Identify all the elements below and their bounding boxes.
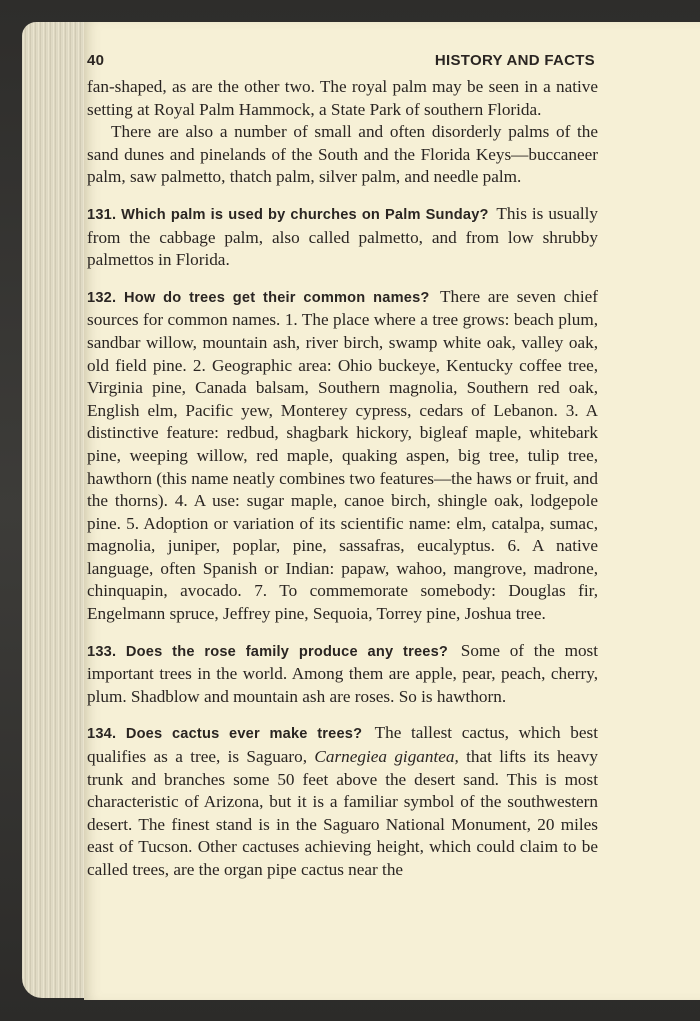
answer-134-start: The tallest cactus, which best qualifies as a tree, is Saguaro, bbox=[87, 723, 598, 767]
page-number: 40 bbox=[87, 52, 105, 69]
running-title: HISTORY AND FACTS bbox=[434, 52, 595, 69]
question-131: 131. Which palm is used by churches on Palm Sunday? bbox=[87, 206, 489, 223]
answer-131: This is usually from the cabbage palm, also called palmetto, and from low shrubby palmettos in Florida. bbox=[87, 203, 598, 270]
entry-131 bbox=[87, 203, 598, 272]
answer-134-end: that lifts its heavy trunk and branches some 50 feet above the desert sand. This is most characteristic of Arizona, but it is a familiar symbol of the southwestern desert. The finest stand is in the Saguaro National Monument, 20 miles east of Tucson. Other cactuses achieving height, which could claim to be called trees, are the organ pipe cactus near the bbox=[87, 747, 598, 879]
question-133: 133. Does the rose family produce any trees? bbox=[87, 643, 449, 660]
entry-134 bbox=[87, 722, 598, 881]
answer-133: Some of the most important trees in the world. Among them are apple, pear, peach, cherry, plum. Shadblow and mountain ash are roses. So is hawthorn. bbox=[87, 640, 599, 706]
paragraph-continued: fan-shaped, as are the other two. The royal palm may be seen in a native setting at Royal Palm Hammock, a State Park of southern Florida. bbox=[87, 77, 598, 119]
page-body bbox=[87, 76, 598, 882]
question-134: 134. Does cactus ever make trees? bbox=[87, 726, 363, 743]
question-132: 132. How do trees get their common names? bbox=[87, 289, 430, 306]
entry-132 bbox=[87, 286, 598, 626]
scientific-name: Carnegiea gigantea, bbox=[314, 747, 459, 767]
page-header bbox=[87, 52, 595, 74]
answer-132: There are seven chief sources for common names. 1. The place where a tree grows: beach plum, sandbar willow, mountain ash, river birch, swamp white oak, valley oak, old field pine. 2. Geographic area: Ohio buckeye, Kentucky coffee tree, Virginia pine, Canada balsam, Southern magnolia, Southern red oak, English elm, Pacific yew, Monterey cypress, cedars of Lebanon. 3. A distinctive feature: redbud, shagbark hickory, bigleaf maple, whitebark pine, weeping willow, red maple, quaking aspen, big tree, tulip tree, hawthorn (this name neatly combines two features—the haws or fruit, and the thorns). 4. A use: sugar maple, canoe birch, shingle oak, lodgepole pine. 5. Adoption or variation of its scientific name: elm, catalpa, sumac, magnolia, juniper, poplar, pine, sassafras, eucalyptus. 6. A native language, often Spanish or Indian: papaw, wahoo, mangrove, madrone, chinquapin, avocado. 7. To commemorate somebody: Douglas fir, Engelmann spruce, Jeffrey pine, Sequoia, Torrey pine, Joshua tree. bbox=[87, 286, 598, 624]
entry-133 bbox=[87, 640, 598, 709]
paragraph-palms: There are also a number of small and often disorderly palms of the sand dunes and pinelands of the South and the Florida Keys—buccaneer palm, saw palmetto, thatch palm, silver palm, and needle palm. bbox=[87, 122, 598, 187]
